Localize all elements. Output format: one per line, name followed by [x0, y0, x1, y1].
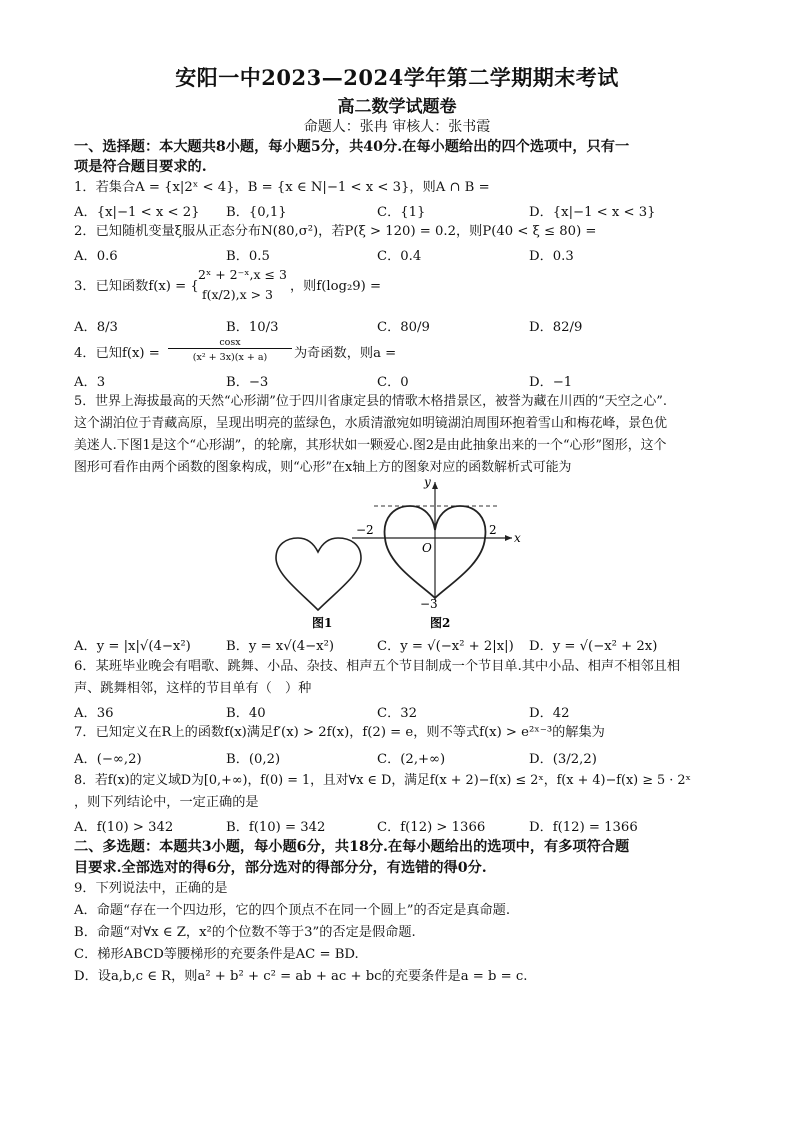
q3-option-a: A．8/3 — [74, 320, 118, 335]
q6-line2: 声、跳舞相邻，这样的节目单有（ ）种 — [74, 681, 312, 696]
q5-line3: 美迷人.下图1是这个“心形湖”，的轮廓，其形状如一颗爱心.图2是由此抽象出来的一个“心形”图形，这个 — [74, 438, 667, 453]
q5-line4: 图形可看作由两个函数的图象构成，则“心形”在x轴上方的图象对应的函数解析式可能为 — [74, 460, 572, 475]
q2-option-d: D．0.3 — [529, 249, 574, 264]
q4-stem — [74, 337, 724, 370]
q5-option-c: C．y = √(−x² + 2|x|) — [377, 639, 514, 654]
q4-stem-suffix: 为奇函数，则a = — [294, 346, 397, 361]
fig1-label: 图1 — [312, 616, 333, 630]
q4-option-d: D．−1 — [529, 375, 573, 390]
q4-option-a: A．3 — [74, 375, 106, 390]
q3-stem — [74, 266, 724, 306]
q4-option-c: C．0 — [377, 375, 409, 390]
q9-stem: 9．下列说法中，正确的是 — [74, 881, 228, 896]
q3-option-b: B．10/3 — [226, 320, 279, 335]
q9-option-d: D．设a,b,c ∈ R，则a² + b² + c² = ab + ac + bc的充要条件是a = b = c. — [74, 969, 528, 984]
q2-options — [74, 245, 724, 263]
q5-line1: 5．世界上海拔最高的天然“心形湖”位于四川省康定县的情歌木格措景区，被誉为藏在川西的“天空之心”. — [74, 394, 667, 409]
q6-option-a: A．36 — [74, 706, 114, 721]
q3-options — [74, 316, 724, 334]
q8-option-d: D．f(12) = 1366 — [529, 820, 638, 835]
fig2-x-arrow — [505, 535, 512, 541]
q6-option-c: C．32 — [377, 706, 418, 721]
q7-option-c: C．(2,+∞) — [377, 752, 446, 767]
q1-option-c: C．{1} — [377, 205, 426, 220]
fig2-tick-neg3: −3 — [420, 597, 438, 611]
q3-case2: f(x/2),x > 3 — [202, 287, 273, 302]
fig2-origin: O — [422, 541, 432, 555]
fig2-axis-x-label: x — [514, 531, 521, 545]
q7-options — [74, 748, 724, 766]
q6-options — [74, 702, 724, 720]
q3-option-d: D．82/9 — [529, 320, 583, 335]
fig1-heart-outline — [276, 538, 361, 610]
exam-authors: 命题人：张冉 审核人：张书霞 — [303, 119, 491, 135]
fig2-tick-neg2: −2 — [356, 523, 374, 537]
q1-option-b: B．{0,1} — [226, 205, 287, 220]
q9-option-a: A．命题“存在一个四边形，它的四个顶点不在同一个圆上”的否定是真命题. — [74, 903, 511, 918]
fig2-label: 图2 — [430, 616, 451, 630]
q3-option-c: C．80/9 — [377, 320, 430, 335]
exam-title: 安阳一中2023—2024学年第二学期期末考试 — [175, 65, 619, 90]
fig2-y-arrow — [432, 482, 438, 489]
q6-line1: 6．某班毕业晚会有唱歌、跳舞、小品、杂技、相声五个节目制成一个节目单.其中小品、相声不相邻且相 — [74, 659, 681, 674]
q5-option-a: A．y = |x|√(4−x²) — [74, 639, 191, 654]
q4-stem-prefix: 4．已知f(x) = — [74, 346, 160, 361]
q1-options — [74, 201, 724, 219]
section2-heading-line2: 目要求.全部选对的得6分，部分选对的得部分分，有选错的得0分. — [74, 860, 487, 876]
q6-option-b: B．40 — [226, 706, 266, 721]
q9-option-c: C．梯形ABCD等腰梯形的充要条件是AC = BD. — [74, 947, 359, 962]
fig2-tick-pos2: 2 — [489, 523, 497, 537]
fig2-axis-y-label: y — [424, 475, 431, 489]
q8-option-a: A．f(10) > 342 — [74, 820, 174, 835]
q4-options — [74, 371, 724, 389]
q3-stem-prefix: 3．已知函数f(x) = { — [74, 279, 199, 294]
q8-line1: 8．若f(x)的定义域D为[0,+∞)，f(0) = 1，且对∀x ∈ D，满足f(x + 2)−f(x) ≤ 2ˣ，f(x + 4)−f(x) ≥ 5 · 2ˣ — [74, 773, 691, 788]
q5-figure-svg — [270, 472, 530, 632]
q6-option-d: D．42 — [529, 706, 570, 721]
q4-numerator: cosx — [168, 337, 292, 349]
section1-heading-line2: 项是符合题目要求的. — [74, 159, 207, 175]
q2-stem: 2．已知随机变量ξ服从正态分布N(80,σ²)，若P(ξ > 120) = 0.2，则P(40 < ξ ≤ 80) = — [74, 224, 597, 239]
q8-line2: ，则下列结论中，一定正确的是 — [74, 795, 259, 810]
section2-heading-line1: 二、多选题：本题共3小题，每小题6分，共18分.在每小题给出的选项中，有多项符合题 — [74, 839, 630, 855]
q7-option-d: D．(3/2,2) — [529, 752, 597, 767]
q4-option-b: B．−3 — [226, 375, 269, 390]
q1-option-a: A．{x|−1 < x < 2} — [74, 205, 200, 220]
q2-option-a: A．0.6 — [74, 249, 118, 264]
q5-option-d: D．y = √(−x² + 2x) — [529, 639, 658, 654]
q5-figures — [270, 472, 530, 632]
q8-options — [74, 816, 724, 834]
q7-stem: 7．已知定义在R上的函数f(x)满足f′(x) > 2f(x)，f(2) = e，则不等式f(x) > e²ˣ⁻³的解集为 — [74, 725, 605, 740]
q8-option-b: B．f(10) = 342 — [226, 820, 326, 835]
q2-option-c: C．0.4 — [377, 249, 422, 264]
q3-case1: 2ˣ + 2⁻ˣ,x ≤ 3 — [198, 267, 287, 282]
section1-heading-line1: 一、选择题：本大题共8小题，每小题5分，共40分.在每小题给出的四个选项中，只有一 — [74, 139, 630, 155]
q4-denominator: (x² + 3x)(x + a) — [192, 352, 268, 363]
q7-option-b: B．(0,2) — [226, 752, 281, 767]
q5-line2: 这个湖泊位于青藏高原，呈现出明亮的蓝绿色，水质清澈宛如明镜湖泊周围环抱着雪山和梅花峰，景色优 — [74, 416, 667, 431]
q9-option-b: B．命题“对∀x ∈ Z，x²的个位数不等于3”的否定是假命题. — [74, 925, 416, 940]
exam-subtitle: 高二数学试题卷 — [337, 97, 457, 117]
q5-option-b: B．y = x√(4−x²) — [226, 639, 335, 654]
q7-option-a: A．(−∞,2) — [74, 752, 142, 767]
q1-stem: 1．若集合A = {x|2ˣ < 4}，B = {x ∈ N|−1 < x < 3}，则A ∩ B = — [74, 180, 490, 195]
q5-options — [74, 635, 724, 653]
q1-option-d: D．{x|−1 < x < 3} — [529, 205, 656, 220]
q3-stem-suffix: ，则f(log₂9) = — [290, 279, 382, 294]
q2-option-b: B．0.5 — [226, 249, 270, 264]
q8-option-c: C．f(12) > 1366 — [377, 820, 486, 835]
